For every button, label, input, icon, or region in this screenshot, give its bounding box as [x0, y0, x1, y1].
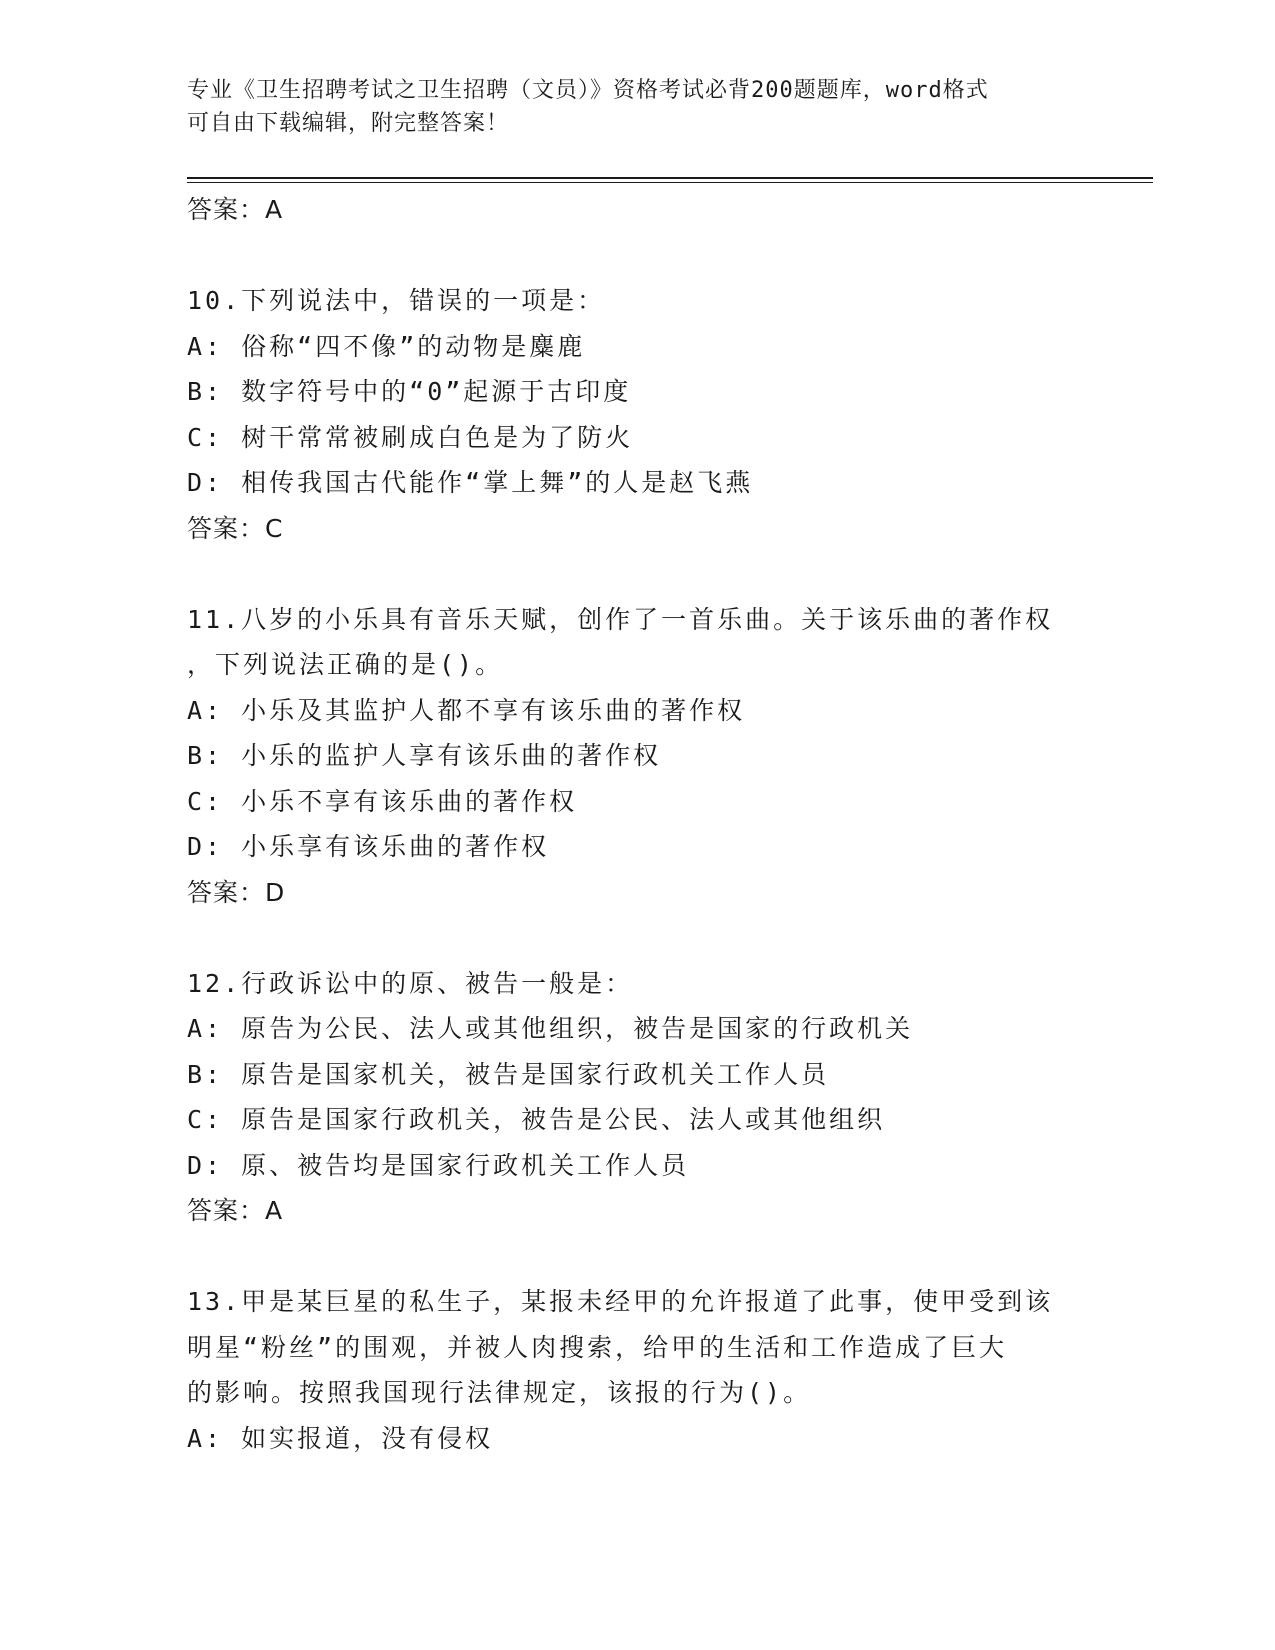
option-d: D: 小乐享有该乐曲的著作权	[187, 832, 550, 861]
spacer	[187, 552, 1087, 597]
header-line-1: 专业《卫生招聘考试之卫生招聘（文员）》资格考试必背200题题库，word格式	[187, 78, 989, 103]
option-c: C: 原告是国家行政机关，被告是公民、法人或其他组织	[187, 1105, 886, 1134]
option-b: B: 原告是国家机关，被告是国家行政机关工作人员	[187, 1059, 830, 1089]
question-12	[187, 961, 1087, 1235]
option-c: C: 树干常常被刷成白色是为了防火	[187, 422, 634, 452]
question-stem: 12.行政诉讼中的原、被告一般是：	[187, 968, 634, 998]
header-divider-thick	[187, 177, 1153, 179]
question-stem: 10.下列说法中，错误的一项是：	[187, 286, 606, 315]
question-list	[187, 187, 1087, 1461]
option-a: A: 如实报道，没有侵权	[187, 1423, 494, 1453]
option-a: A: 小乐及其监护人都不享有该乐曲的著作权	[187, 695, 746, 725]
spacer	[187, 916, 1087, 961]
option-d: D: 原、被告均是国家行政机关工作人员	[187, 1150, 690, 1180]
header-line-2: 可自由下载编辑，附完整答案！	[187, 111, 510, 136]
question-stem-continued: ，下列说法正确的是()。	[187, 650, 504, 679]
spacer	[187, 233, 1087, 278]
option-a: A: 原告为公民、法人或其他组织，被告是国家的行政机关	[187, 1014, 914, 1043]
answer-line: 答案：D	[187, 877, 286, 907]
question-stem-continued: 的影响。按照我国现行法律规定，该报的行为()。	[187, 1378, 812, 1407]
question-stem-continued: 明星“粉丝”的围观，并被人肉搜索，给甲的生活和工作造成了巨大	[187, 1332, 1008, 1362]
option-b: B: 数字符号中的“0”起源于古印度	[187, 377, 632, 406]
answer-line: 答案：A	[187, 195, 284, 224]
answer-line: 答案：C	[187, 513, 284, 543]
question-11	[187, 597, 1087, 916]
question-stem: 11.八岁的小乐具有音乐天赋，创作了一首乐曲。关于该乐曲的著作权	[187, 604, 1054, 634]
question-13	[187, 1279, 1087, 1461]
answer-line: 答案：A	[187, 1196, 284, 1225]
question-stem: 13.甲是某巨星的私生子，某报未经甲的允许报道了此事，使甲受到该	[187, 1287, 1054, 1316]
document-header	[187, 74, 1087, 140]
spacer	[187, 1234, 1087, 1279]
option-b: B: 小乐的监护人享有该乐曲的著作权	[187, 741, 662, 770]
header-divider-thin	[187, 182, 1153, 183]
option-d: D: 相传我国古代能作“掌上舞”的人是赵飞燕	[187, 468, 754, 497]
option-a: A: 俗称“四不像”的动物是麋鹿	[187, 331, 586, 361]
question-10	[187, 278, 1087, 552]
option-c: C: 小乐不享有该乐曲的著作权	[187, 786, 578, 816]
